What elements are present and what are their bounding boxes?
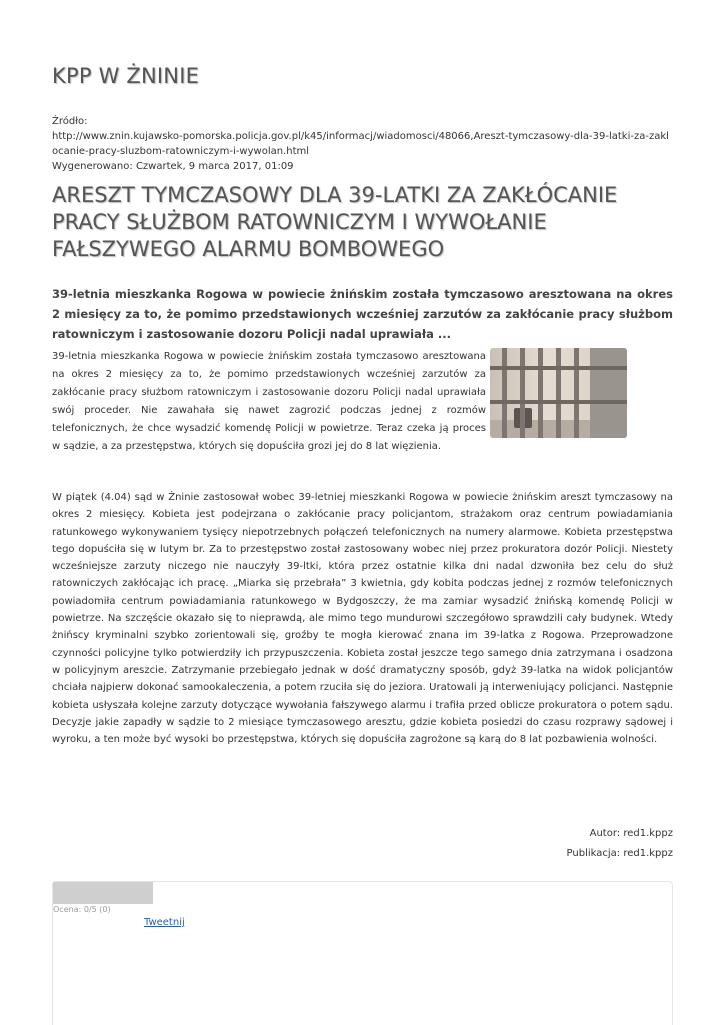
site-title: KPP W ŻNINIE — [52, 64, 200, 88]
article-credits — [567, 824, 673, 864]
rating-bar[interactable] — [53, 882, 153, 904]
document-meta — [52, 114, 673, 174]
article-intro: 39-letnia mieszkanka Rogowa w powiecie żnińskim została tymczasowo aresztowana na okres 2 miesięcy za to, że pomimo przedstawionych wcześniej zarzutów za zakłócanie pracy służbom ratowniczym i zastosowanie dozoru Policji nadal uprawiała swój proceder. Nie zawahała się nawet zagrozić podczas jednej z rozmów telefonicznych, że chce wysadzić komendę Policji w powietrze. Teraz czeka ją proces w sądzie, a za przestępstwa, których się dopuściła grozi jej do 8 lat więzienia. — [52, 351, 486, 452]
article-body: W piątek (4.04) sąd w Żninie zastosował wobec 39-letniej mieszkanki Rogowa w powiecie żnińskim areszt tymczasowy na okres 2 miesięcy. Kobieta jest podejrzana o zakłócanie pracy policjantom, strażakom oraz centrum powiadamiania ratunkowego wykonywaniem tysięcy niepotrzebnych połączeń telefonicznych na numery alarmowe. Kobieta przestępstwa tego dopuściła się w lutym br. Za to przestępstwo został zastosowany wobec niej przez prokuratora dozór Policji. Niestety wcześniejsze zarzuty niczego nie nauczyły 39-ltki, która przez ostatnie kilka dni nadal dzwoniła bez celu do służ ratowniczych zakłócając ich pracę. „Miarka się przebrała” 3 kwietnia, gdy kobita podczas jednej z rozmów telefonicznych powiadomiła centrum powiadamiania ratunkowego w Bydgoszczy, że ma zamiar wysadzić żnińską komendę Policji w powietrze. Na szczęście okazało się to nieprawdą, ale mimo tego mundurowi szczegółowo sprawdzili cały budynek. Wtedy żnińscy kryminalni szybko zorientowali się, groźby te mogła kierować znana im 39-latka z Rogowa. Przeprowadzone czynności policyjne tylko potwierdziły ich przypuszczenia. Kobieta został jeszcze tego samego dnia zatrzymana i osadzona w policyjnym areszcie. Zatrzymanie przebiegało jednak w dość dramatyczny sposób, gdyż 39-latka na widok policjantów chciała najpierw dokonać samookaleczenia, a potem rzuciła się do jeziora. Uratowali ją interweniujący policjanci. Następnie kobieta usłyszała kolejne zarzuty dotyczące wywołania fałszywego alarmu i trafiła przed oblicze prokuratora o potem sądu. Decyzje jakie zapadły w sądzie to 2 miesiące tymczasowego aresztu, gdzie kobieta posiedzi do czasu rozprawy sądowej i wyroku, a ten może być wysoki bo przestępstwa, których się dopuściła zagrożone są karą do 8 lat pozbawienia wolności. — [52, 492, 673, 746]
rating-text: Ocena: 0/5 (0) — [53, 905, 111, 914]
tweet-link[interactable]: Tweetnij — [144, 917, 185, 928]
publication-line: Publikacja: red1.kppz — [566, 848, 673, 859]
source-url: http://www.znin.kujawsko-pomorska.policja.gov.pl/k45/informacj/wiadomosci/48066,Areszt-tymczasowy-dla-39-latki-za-zaklocanie-pracy-sluzbom-ratowniczym-i-wywolan.html — [52, 131, 669, 157]
article-lead: 39-letnia mieszkanka Rogowa w powiecie żnińskim została tymczasowo aresztowana na okres 2 miesięcy za to, że pomimo przedstawionych wcześniej zarzutów za zakłócanie pracy służbom ratowniczym i zastosowanie dozoru Policji nadal uprawiała ... — [52, 287, 673, 341]
article-headline: ARESZT TYMCZASOWY DLA 39-LATKI ZA ZAKŁÓCANIE PRACY SŁUŻBOM RATOWNICZYM I WYWOŁANIE FAŁSZYWEGO ALARMU BOMBOWEGO — [52, 183, 618, 261]
rating-box — [52, 881, 673, 1025]
prison-cell-photo — [490, 348, 627, 438]
source-label: Źródło: — [52, 116, 88, 127]
generated-date: Wygenerowano: Czwartek, 9 marca 2017, 01:09 — [52, 161, 294, 172]
author-line: Autor: red1.kppz — [589, 828, 673, 839]
